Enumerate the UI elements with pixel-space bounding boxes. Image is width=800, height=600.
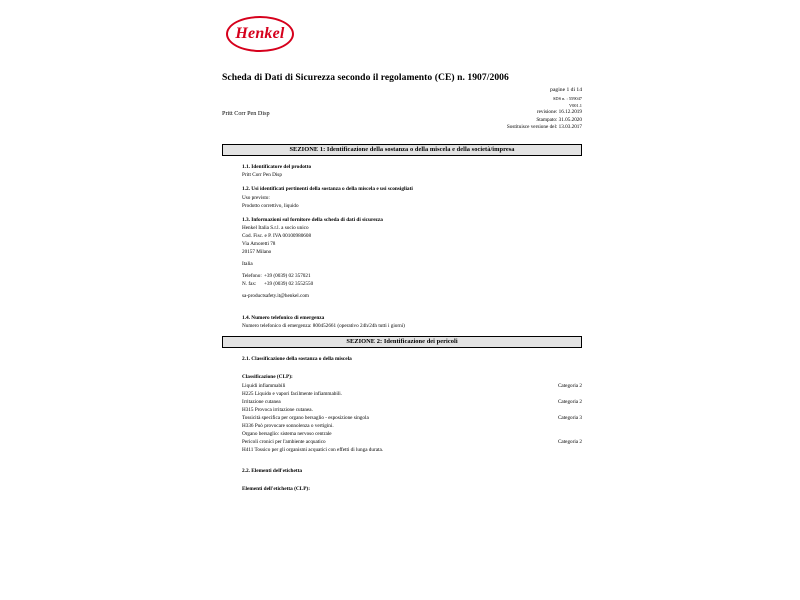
hazard-row: [242, 398, 582, 406]
logo-text: Henkel: [235, 25, 285, 42]
s14-value: Numero telefonico di emergenza: 800452661 (operativo 24h/24h tutti i giorni): [242, 322, 405, 329]
s12-line-1: Uso previsto:: [242, 194, 270, 201]
section-1-header: SEZIONE 1: Identificazione della sostanza o della miscela e della società/impresa: [222, 144, 582, 156]
s22-sub-heading: Elementi dell'etichetta (CLP):: [242, 486, 310, 493]
hazard-row: [242, 414, 582, 422]
hazard-text: H411 Tossico per gli organismi acquatici con effetti di lunga durata.: [242, 447, 384, 454]
supplier-line-1: Cod. Fisc. e P. IVA 00100980608: [242, 233, 312, 240]
hazard-row: [242, 422, 582, 430]
s13-heading: 1.3. Informazioni sul fornitore della scheda di dati di sicurezza: [242, 216, 383, 223]
s11-value: Pritt Corr Pen Disp: [242, 172, 282, 179]
fax-label: N. fax:: [242, 281, 257, 288]
s14-heading: 1.4. Numero telefonico di emergenza: [242, 314, 325, 321]
sds-version: V001.1: [568, 102, 582, 108]
logo-oval-icon: [226, 16, 294, 52]
s22-heading: 2.2. Elementi dell'etichetta: [242, 468, 303, 475]
phone-value: +39 (0039) 02 357021: [264, 273, 311, 280]
supplier-phone: [242, 272, 582, 280]
hazard-text: H336 Può provocare sonnolenza o vertigini.: [242, 422, 334, 429]
header-meta-right: [507, 96, 582, 132]
supplier-country: Italia: [242, 261, 253, 268]
fax-value: +39 (0039) 02 3552550: [264, 281, 314, 288]
supplier-line-3: 20157 Milano: [242, 249, 272, 256]
s12-line-2: Prodotto correttivo, liquido: [242, 202, 299, 209]
header-product-name: Pritt Corr Pen Disp: [222, 110, 270, 117]
hazard-text: Irritazione cutanea: [242, 398, 281, 405]
hazard-row: [242, 446, 582, 454]
hazard-category: Categoria 2: [557, 382, 582, 389]
section-2-header: SEZIONE 2: Identificazione dei pericoli: [222, 336, 582, 348]
hazard-text: H315 Provoca irritazione cutanea.: [242, 406, 313, 413]
hazard-text: Pericoli cronici per l'ambiente acquatico: [242, 439, 326, 445]
hazard-row: [242, 390, 582, 398]
hazard-row: [242, 438, 582, 446]
supplier-line-0: Henkel Italia S.r.l. a socio unico: [242, 225, 309, 231]
sds-sheet: [222, 0, 582, 494]
sds-number: SDS n. : 559047: [552, 96, 582, 101]
s11-heading: 1.1. Identificatore del prodotto: [242, 164, 312, 171]
hazard-text: H225 Liquido e vapori facilmente infiammabili.: [242, 390, 342, 397]
supplier-email[interactable]: sa-productsafety.it@henkel.com: [242, 293, 309, 300]
hazard-category: Categoria 2: [557, 439, 582, 445]
hazard-category: Categoria 3: [557, 414, 582, 421]
supplier-fax: [242, 280, 582, 288]
phone-label: Telefono:: [242, 273, 262, 280]
sds-replaces: Sostituisce versione del: 13.03.2017: [506, 124, 582, 131]
s21-heading: 2.1. Classificazione della sostanza o della miscela: [242, 356, 352, 363]
hazard-row: [242, 406, 582, 414]
hazard-row: [242, 382, 582, 390]
s12-heading: 1.2. Usi identificati pertinenti della sostanza o della miscela e usi sconsigliati: [242, 186, 413, 193]
supplier-line-2: Via Amoretti 78: [242, 241, 276, 248]
sds-printed: Stampato: 31.05.2020: [536, 116, 582, 123]
header-meta: [222, 96, 582, 132]
hazard-text: Tossicità specifica per organo bersaglio - esposizione singola: [242, 414, 369, 421]
clp-heading: Classificazione (CLP):: [242, 374, 293, 381]
page-title: Scheda di Dati di Sicurezza secondo il regolamento (CE) n. 1907/2006: [222, 72, 509, 83]
hazard-row: [242, 430, 582, 438]
section-2-body: [222, 355, 582, 493]
hazard-text: Liquidi infiammabili: [242, 382, 286, 389]
hazard-text: Organo bersaglio: sistema nervoso centrale: [242, 430, 332, 437]
henkel-logo: [226, 16, 582, 52]
hazard-category: Categoria 2: [557, 398, 582, 405]
sds-revision: revisione: 16.12.2019: [536, 109, 582, 116]
section-1-body: [222, 163, 582, 330]
page-count: pagine 1 di 14: [550, 87, 582, 93]
